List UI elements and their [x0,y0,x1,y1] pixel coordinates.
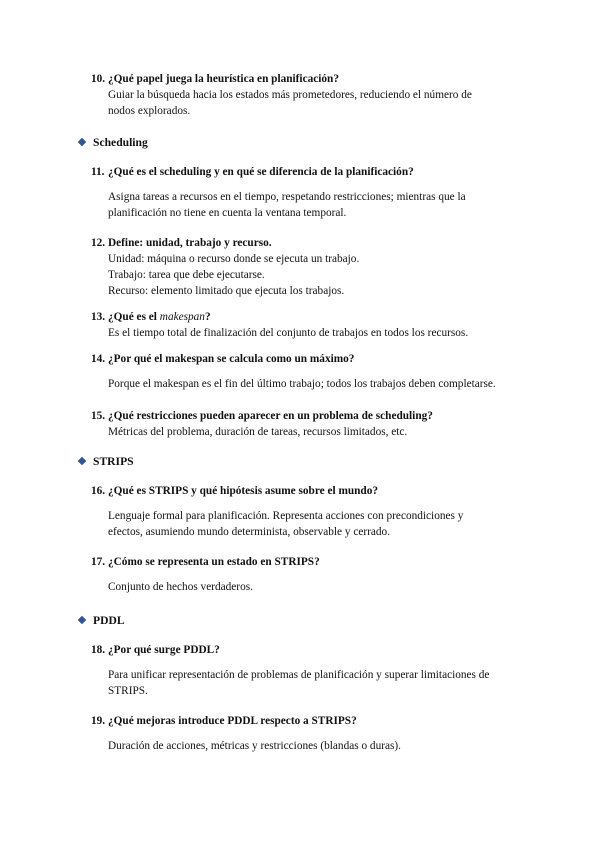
diamond-bullet-icon [78,457,86,465]
question-17 [91,554,531,595]
answer-text [91,376,531,392]
answer-line: Métricas del problema, duración de tareas, recursos limitados, etc. [108,426,408,438]
answer-text [91,579,531,595]
question-15 [91,408,531,440]
answer-line: Asigna tareas a recursos en el tiempo, respetando restricciones; mientras que la [108,191,466,203]
answer-line: planificación no tiene en cuenta la ventana temporal. [108,207,347,219]
answer-text [91,251,531,299]
answer-text [91,424,531,440]
answer-line: STRIPS. [108,685,148,697]
answer-line: Recurso: elemento limitado que ejecuta los trabajos. [108,285,345,297]
question-number: 10. [91,73,106,85]
question-title [91,642,531,658]
answer-line: Porque el makespan es el fin del último trabajo; todos los trabajos deben completarse. [108,378,496,390]
answer-text [91,189,531,221]
answer-line: Unidad: máquina o recurso donde se ejecuta un trabajo. [108,253,360,265]
question-text: ¿Por qué el makespan se calcula como un máximo? [108,353,355,365]
section-title: Scheduling [93,136,148,149]
answer-line: Es el tiempo total de finalización del conjunto de trabajos en todos los recursos. [108,327,469,339]
question-19 [91,713,531,754]
answer-line: nodos explorados. [108,105,191,117]
question-12 [91,235,531,299]
answer-line: Lenguaje formal para planificación. Representa acciones con precondiciones y [108,510,464,522]
answer-line: Trabajo: tarea que debe ejecutarse. [108,269,265,281]
question-text: ¿Qué es STRIPS y qué hipótesis asume sobre el mundo? [108,485,379,497]
section-title: PDDL [93,614,125,627]
answer-line: efectos, asumiendo mundo determinista, observable y cerrado. [108,526,391,538]
question-text: ¿Qué papel juega la heurística en planificación? [108,73,339,85]
question-number: 15. [91,410,106,422]
answer-text [91,87,531,119]
question-number: 13. [91,311,106,323]
question-text: ¿Por qué surge PDDL? [108,644,220,656]
section-heading-strips [79,454,134,470]
question-number: 18. [91,644,106,656]
answer-text [91,738,531,754]
question-18 [91,642,531,699]
question-title [91,71,531,87]
question-number: 19. [91,715,106,727]
answer-line: Para unificar representación de problemas de planificación y superar limitaciones de [108,669,490,681]
answer-text [91,508,531,540]
question-number: 12. [91,237,106,249]
question-number: 11. [91,166,105,178]
answer-line: Conjunto de hechos verdaderos. [108,581,253,593]
question-emphasis: makespan [159,311,205,323]
question-text: ¿Cómo se representa un estado en STRIPS? [108,556,320,568]
diamond-bullet-icon [78,138,86,146]
question-title [91,351,531,367]
question-text: Define: unidad, trabajo y recurso. [108,237,272,249]
question-11 [91,164,531,221]
section-heading-pddl [79,613,125,629]
question-16 [91,483,531,540]
question-title [91,309,531,325]
question-text: ¿Qué es el [108,311,160,323]
question-text: ¿Qué es el scheduling y en qué se diferencia de la planificación? [108,166,414,178]
diamond-bullet-icon [78,616,86,624]
question-title [91,235,531,251]
answer-line: Guiar la búsqueda hacia los estados más prometedores, reduciendo el número de [108,89,472,101]
answer-line: Duración de acciones, métricas y restricciones (blandas o duras). [108,740,401,752]
question-14 [91,351,531,392]
question-number: 14. [91,353,106,365]
question-title [91,164,531,180]
question-13 [91,309,531,341]
question-title [91,483,531,499]
answer-text [91,325,531,341]
question-title [91,408,531,424]
question-number: 17. [91,556,106,568]
answer-text [91,667,531,699]
question-text: ¿Qué mejoras introduce PDDL respecto a STRIPS? [108,715,357,727]
question-number: 16. [91,485,106,497]
question-10 [91,71,531,119]
question-text: ¿Qué restricciones pueden aparecer en un problema de scheduling? [108,410,433,422]
section-title: STRIPS [93,455,134,468]
question-text-end: ? [204,311,211,323]
question-title [91,554,531,570]
question-title [91,713,531,729]
section-heading-scheduling [79,135,148,151]
